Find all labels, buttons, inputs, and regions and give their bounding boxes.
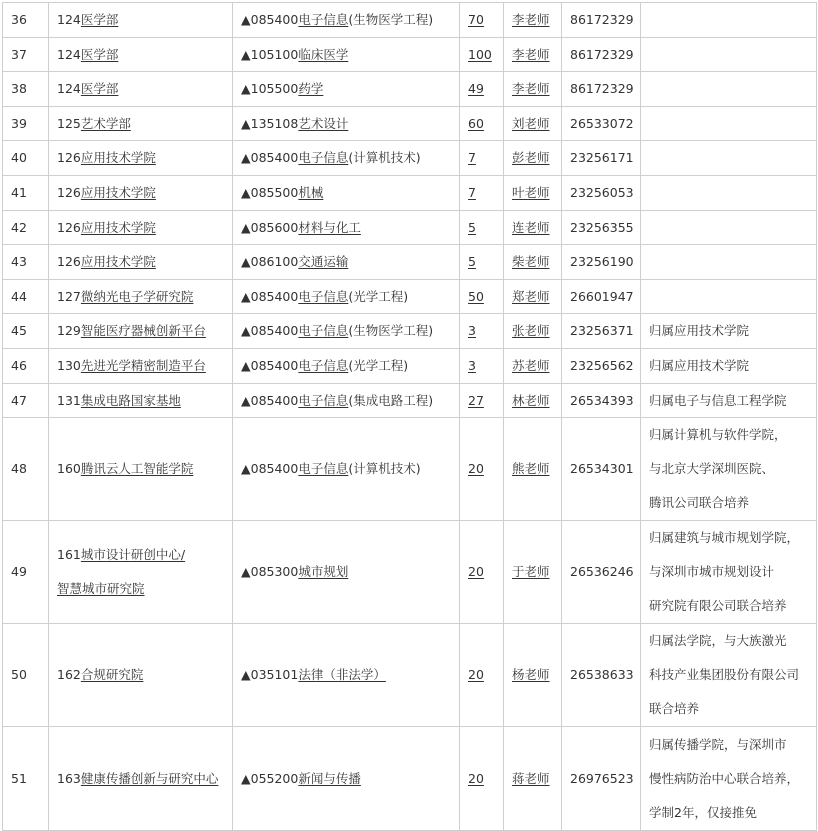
remark-line: 学制2年，仅接推免 <box>649 804 757 820</box>
triangle-marker: ▲ <box>241 115 251 131</box>
remark-cell <box>641 210 817 245</box>
school-name-link[interactable]: 智慧城市研究院 <box>57 581 145 597</box>
phone-cell <box>562 279 641 314</box>
quota-link[interactable]: 20 <box>468 461 484 477</box>
table-row <box>3 418 817 521</box>
contact-link[interactable]: 张老师 <box>512 323 550 339</box>
quota-link[interactable]: 3 <box>468 357 476 373</box>
row-number-cell <box>3 37 49 72</box>
school-code: 129 <box>57 323 81 339</box>
table-row <box>3 314 817 349</box>
school-name-link[interactable]: 医学部 <box>80 46 119 62</box>
row-number: 43 <box>11 254 27 270</box>
major-code: 085600 <box>250 219 299 235</box>
school-code: 124 <box>57 12 81 27</box>
major-name-link[interactable]: 新闻与传播 <box>298 770 361 786</box>
remark-line: 归属应用技术学院 <box>649 323 750 339</box>
triangle-marker: ▲ <box>241 564 251 580</box>
quota-link[interactable]: 7 <box>468 184 476 200</box>
remark-line: 归属电子与信息工程学院 <box>649 392 787 408</box>
phone-number: 26601947 <box>570 288 634 304</box>
row-number: 44 <box>11 288 27 304</box>
row-number: 38 <box>11 81 27 97</box>
triangle-marker: ▲ <box>241 770 251 786</box>
school-cell <box>49 3 233 38</box>
major-code: 035101 <box>250 667 299 683</box>
table-row <box>3 210 817 245</box>
major-code: 085400 <box>250 323 299 339</box>
quota-cell <box>460 141 504 176</box>
table-row <box>3 3 817 38</box>
school-name-link[interactable]: 应用技术学院 <box>80 219 156 235</box>
major-cell <box>233 141 460 176</box>
major-cell <box>233 106 460 141</box>
school-name-link[interactable]: 先进光学精密制造平台 <box>80 357 206 373</box>
major-code: 085400 <box>250 12 299 27</box>
contact-link[interactable]: 熊老师 <box>512 461 550 477</box>
triangle-marker: ▲ <box>241 288 251 304</box>
phone-cell <box>562 348 641 383</box>
remark-line: 研究院有限公司联合培养 <box>649 598 787 614</box>
school-cell <box>49 314 233 349</box>
contact-link[interactable]: 李老师 <box>512 46 550 62</box>
table-row <box>3 245 817 280</box>
remark-cell <box>641 175 817 210</box>
row-number: 37 <box>11 46 27 62</box>
school-code: 162 <box>57 667 81 683</box>
phone-cell <box>562 727 641 831</box>
contact-cell <box>504 348 562 383</box>
phone-cell <box>562 141 641 176</box>
major-cell <box>233 210 460 245</box>
major-name-link[interactable]: 交通运输 <box>298 254 349 270</box>
major-direction: (光学工程) <box>348 357 409 373</box>
quota-cell <box>460 418 504 521</box>
contact-cell <box>504 418 562 521</box>
school-code: 126 <box>57 184 81 200</box>
major-name-link[interactable]: 城市规划 <box>298 564 349 580</box>
phone-cell <box>562 106 641 141</box>
phone-number: 23256371 <box>570 323 634 339</box>
contact-cell <box>504 210 562 245</box>
phone-cell <box>562 72 641 107</box>
quota-cell <box>460 72 504 107</box>
row-number: 40 <box>11 150 27 166</box>
contact-cell <box>504 279 562 314</box>
phone-cell <box>562 37 641 72</box>
triangle-marker: ▲ <box>241 392 251 408</box>
quota-cell <box>460 37 504 72</box>
phone-cell <box>562 210 641 245</box>
phone-cell <box>562 624 641 727</box>
row-number-cell <box>3 210 49 245</box>
contact-link[interactable]: 连老师 <box>512 219 550 235</box>
school-cell <box>49 210 233 245</box>
remark-line: 归属建筑与城市规划学院， <box>649 530 800 546</box>
contact-cell <box>504 3 562 38</box>
row-number-cell <box>3 348 49 383</box>
contact-link[interactable]: 李老师 <box>512 12 550 27</box>
school-name-link[interactable]: 应用技术学院 <box>80 150 156 166</box>
row-number: 36 <box>11 12 27 27</box>
contact-link[interactable]: 郑老师 <box>512 288 550 304</box>
remark-cell <box>641 727 817 831</box>
remark-cell <box>641 106 817 141</box>
remark-line: 归属应用技术学院 <box>649 357 750 373</box>
row-number-cell <box>3 72 49 107</box>
row-number-cell <box>3 245 49 280</box>
contact-link[interactable]: 蒋老师 <box>512 770 550 786</box>
remark-cell <box>641 418 817 521</box>
row-number: 39 <box>11 115 27 131</box>
remark-cell <box>641 141 817 176</box>
contact-link[interactable]: 叶老师 <box>512 184 550 200</box>
remark-line: 归属传播学院，与深圳市 <box>649 736 787 752</box>
phone-number: 86172329 <box>570 12 634 27</box>
contact-cell <box>504 106 562 141</box>
quota-cell <box>460 175 504 210</box>
contact-cell <box>504 141 562 176</box>
row-number: 50 <box>11 667 27 683</box>
row-number-cell <box>3 141 49 176</box>
quota-link[interactable]: 20 <box>468 770 484 786</box>
school-cell <box>49 141 233 176</box>
major-cell <box>233 727 460 831</box>
contact-cell <box>504 72 562 107</box>
contact-cell <box>504 314 562 349</box>
row-number: 42 <box>11 219 27 235</box>
row-number-cell <box>3 418 49 521</box>
phone-number: 26534393 <box>570 392 634 408</box>
admissions-table <box>2 2 817 831</box>
school-code: 160 <box>57 461 81 477</box>
school-code: 130 <box>57 357 81 373</box>
major-code: 085400 <box>250 288 299 304</box>
row-number: 47 <box>11 392 27 408</box>
contact-link[interactable]: 李老师 <box>512 81 550 97</box>
triangle-marker: ▲ <box>241 219 251 235</box>
major-direction: (光学工程) <box>348 288 409 304</box>
remark-line: 归属法学院，与大族激光 <box>649 633 787 649</box>
major-direction: (生物医学工程) <box>348 12 434 27</box>
major-name-link[interactable]: 药学 <box>298 81 324 97</box>
quota-link[interactable]: 20 <box>468 667 484 683</box>
row-number: 48 <box>11 461 27 477</box>
remark-cell <box>641 245 817 280</box>
phone-cell <box>562 3 641 38</box>
contact-link[interactable]: 林老师 <box>512 392 550 408</box>
school-cell <box>49 727 233 831</box>
remark-cell <box>641 624 817 727</box>
row-number: 45 <box>11 323 27 339</box>
school-cell <box>49 72 233 107</box>
remark-cell <box>641 383 817 418</box>
quota-link[interactable]: 70 <box>468 12 484 27</box>
major-cell <box>233 383 460 418</box>
row-number: 49 <box>11 564 27 580</box>
quota-link[interactable]: 20 <box>468 564 484 580</box>
phone-number: 26534301 <box>570 461 634 477</box>
major-direction: (生物医学工程) <box>348 323 434 339</box>
contact-link[interactable]: 于老师 <box>512 564 550 580</box>
school-cell <box>49 418 233 521</box>
remark-line: 与深圳市城市规划设计 <box>649 564 775 580</box>
school-code: 131 <box>57 392 81 408</box>
contact-cell <box>504 727 562 831</box>
triangle-marker: ▲ <box>241 254 251 270</box>
major-name-link[interactable]: 临床医学 <box>298 46 349 62</box>
major-cell <box>233 418 460 521</box>
quota-cell <box>460 245 504 280</box>
contact-cell <box>504 521 562 624</box>
quota-cell <box>460 383 504 418</box>
phone-number: 23256053 <box>570 184 634 200</box>
major-name-link[interactable]: 电子信息 <box>298 323 349 339</box>
quota-link[interactable]: 7 <box>468 150 476 166</box>
major-code: 085400 <box>250 357 299 373</box>
phone-cell <box>562 418 641 521</box>
table-row <box>3 624 817 727</box>
row-number-cell <box>3 624 49 727</box>
phone-number: 26536246 <box>570 564 634 580</box>
major-cell <box>233 3 460 38</box>
remark-line: 与北京大学深圳医院、 <box>649 461 775 477</box>
contact-cell <box>504 175 562 210</box>
major-cell <box>233 37 460 72</box>
major-name-link[interactable]: 电子信息 <box>298 150 349 166</box>
contact-link[interactable]: 刘老师 <box>512 115 550 131</box>
major-name-link[interactable]: 电子信息 <box>298 461 349 477</box>
phone-cell <box>562 175 641 210</box>
triangle-marker: ▲ <box>241 184 251 200</box>
major-direction: (计算机技术) <box>348 461 421 477</box>
school-code: 124 <box>57 46 81 62</box>
triangle-marker: ▲ <box>241 357 251 373</box>
phone-number: 23256171 <box>570 150 634 166</box>
school-code: 124 <box>57 81 81 97</box>
table-row <box>3 141 817 176</box>
major-cell <box>233 175 460 210</box>
row-number-cell <box>3 727 49 831</box>
quota-cell <box>460 106 504 141</box>
phone-number: 86172329 <box>570 81 634 97</box>
phone-number: 26538633 <box>570 667 634 683</box>
school-name-link[interactable]: 集成电路国家基地 <box>80 392 181 408</box>
remark-cell <box>641 348 817 383</box>
school-name-link[interactable]: 应用技术学院 <box>80 184 156 200</box>
triangle-marker: ▲ <box>241 46 251 62</box>
major-cell <box>233 521 460 624</box>
row-number-cell <box>3 383 49 418</box>
remark-cell <box>641 72 817 107</box>
major-code: 085500 <box>250 184 299 200</box>
quota-link[interactable]: 5 <box>468 219 476 235</box>
school-cell <box>49 279 233 314</box>
table-row <box>3 106 817 141</box>
major-cell <box>233 279 460 314</box>
major-code: 105500 <box>250 81 299 97</box>
quota-link[interactable]: 3 <box>468 323 476 339</box>
triangle-marker: ▲ <box>241 12 251 27</box>
major-cell <box>233 245 460 280</box>
major-code: 085400 <box>250 150 299 166</box>
table-row <box>3 348 817 383</box>
remark-cell <box>641 3 817 38</box>
remark-line: 腾讯公司联合培养 <box>649 495 750 511</box>
table-row <box>3 727 817 831</box>
quota-cell <box>460 521 504 624</box>
remark-cell <box>641 314 817 349</box>
contact-cell <box>504 624 562 727</box>
school-code: 126 <box>57 254 81 270</box>
contact-link[interactable]: 杨老师 <box>512 667 550 683</box>
remark-line: 联合培养 <box>649 701 700 717</box>
contact-cell <box>504 383 562 418</box>
school-name-link[interactable]: 医学部 <box>80 12 119 27</box>
quota-link[interactable]: 27 <box>468 392 484 408</box>
phone-number: 23256190 <box>570 254 634 270</box>
school-name-link[interactable]: 智能医疗器械创新平台 <box>80 323 206 339</box>
table-row <box>3 37 817 72</box>
quota-cell <box>460 210 504 245</box>
table-row <box>3 279 817 314</box>
school-name-link[interactable]: 合规研究院 <box>80 667 144 683</box>
major-cell <box>233 624 460 727</box>
school-name-link[interactable]: 腾讯云人工智能学院 <box>80 461 194 477</box>
major-code: 135108 <box>250 115 299 131</box>
school-code: 125 <box>57 115 81 131</box>
triangle-marker: ▲ <box>241 323 251 339</box>
triangle-marker: ▲ <box>241 461 251 477</box>
quota-link[interactable]: 5 <box>468 254 476 270</box>
contact-cell <box>504 37 562 72</box>
contact-link[interactable]: 柴老师 <box>512 254 550 270</box>
quota-cell <box>460 624 504 727</box>
row-number-cell <box>3 3 49 38</box>
quota-cell <box>460 314 504 349</box>
school-cell <box>49 245 233 280</box>
major-name-link[interactable]: 机械 <box>298 184 324 200</box>
row-number: 41 <box>11 184 27 200</box>
triangle-marker: ▲ <box>241 81 251 97</box>
major-name-link[interactable]: 电子信息 <box>298 392 349 408</box>
remark-cell <box>641 279 817 314</box>
phone-cell <box>562 383 641 418</box>
school-name-link[interactable]: 城市设计研创中心/ <box>80 547 186 563</box>
school-cell <box>49 106 233 141</box>
school-cell <box>49 37 233 72</box>
quota-cell <box>460 279 504 314</box>
school-name-link[interactable]: 应用技术学院 <box>80 254 156 270</box>
school-code: 126 <box>57 150 81 166</box>
major-code: 105100 <box>250 46 299 62</box>
table-body <box>3 3 817 831</box>
major-code: 085300 <box>250 564 299 580</box>
major-code: 055200 <box>250 770 299 786</box>
remark-cell <box>641 37 817 72</box>
remark-line: 慢性病防治中心联合培养， <box>649 770 800 786</box>
phone-number: 23256355 <box>570 219 634 235</box>
school-name-link[interactable]: 微纳光电子学研究院 <box>80 288 194 304</box>
table-row <box>3 521 817 624</box>
remark-line: 科技产业集团股份有限公司 <box>649 667 800 683</box>
contact-link[interactable]: 彭老师 <box>512 150 550 166</box>
triangle-marker: ▲ <box>241 667 251 683</box>
school-code: 126 <box>57 219 81 235</box>
school-code: 163 <box>57 770 81 786</box>
major-cell <box>233 314 460 349</box>
triangle-marker: ▲ <box>241 150 251 166</box>
school-name-link[interactable]: 医学部 <box>80 81 119 97</box>
school-cell <box>49 175 233 210</box>
table-row <box>3 72 817 107</box>
quota-link[interactable]: 49 <box>468 81 484 97</box>
phone-number: 86172329 <box>570 46 634 62</box>
school-code: 127 <box>57 288 81 304</box>
school-name-link[interactable]: 艺术学部 <box>80 115 131 131</box>
contact-cell <box>504 245 562 280</box>
remark-line: 归属计算机与软件学院， <box>649 427 787 443</box>
quota-cell <box>460 727 504 831</box>
row-number-cell <box>3 279 49 314</box>
major-code: 086100 <box>250 254 299 270</box>
quota-cell <box>460 3 504 38</box>
school-cell <box>49 348 233 383</box>
quota-cell <box>460 348 504 383</box>
school-cell <box>49 624 233 727</box>
quota-link[interactable]: 100 <box>468 46 492 62</box>
table-row <box>3 175 817 210</box>
remark-cell <box>641 521 817 624</box>
row-number: 46 <box>11 357 27 373</box>
row-number-cell <box>3 314 49 349</box>
major-cell <box>233 72 460 107</box>
major-name-link[interactable]: 法律（非法学） <box>298 667 386 683</box>
school-cell <box>49 521 233 624</box>
phone-number: 26976523 <box>570 770 634 786</box>
major-name-link[interactable]: 电子信息 <box>298 357 349 373</box>
major-name-link[interactable]: 电子信息 <box>298 288 349 304</box>
school-cell <box>49 383 233 418</box>
row-number-cell <box>3 106 49 141</box>
major-name-link[interactable]: 材料与化工 <box>298 219 361 235</box>
school-code: 161 <box>57 547 81 563</box>
quota-link[interactable]: 60 <box>468 115 484 131</box>
table-row <box>3 383 817 418</box>
school-name-link[interactable]: 健康传播创新与研究中心 <box>80 770 219 786</box>
phone-number: 23256562 <box>570 357 634 373</box>
row-number: 51 <box>11 770 27 786</box>
major-code: 085400 <box>250 392 299 408</box>
major-direction: (集成电路工程) <box>348 392 434 408</box>
major-name-link[interactable]: 艺术设计 <box>298 115 349 131</box>
major-code: 085400 <box>250 461 299 477</box>
contact-link[interactable]: 苏老师 <box>512 357 550 373</box>
phone-cell <box>562 521 641 624</box>
major-name-link[interactable]: 电子信息 <box>298 12 349 27</box>
major-cell <box>233 348 460 383</box>
row-number-cell <box>3 521 49 624</box>
major-direction: (计算机技术) <box>348 150 421 166</box>
phone-cell <box>562 314 641 349</box>
row-number-cell <box>3 175 49 210</box>
phone-number: 26533072 <box>570 115 634 131</box>
quota-link[interactable]: 50 <box>468 288 484 304</box>
phone-cell <box>562 245 641 280</box>
